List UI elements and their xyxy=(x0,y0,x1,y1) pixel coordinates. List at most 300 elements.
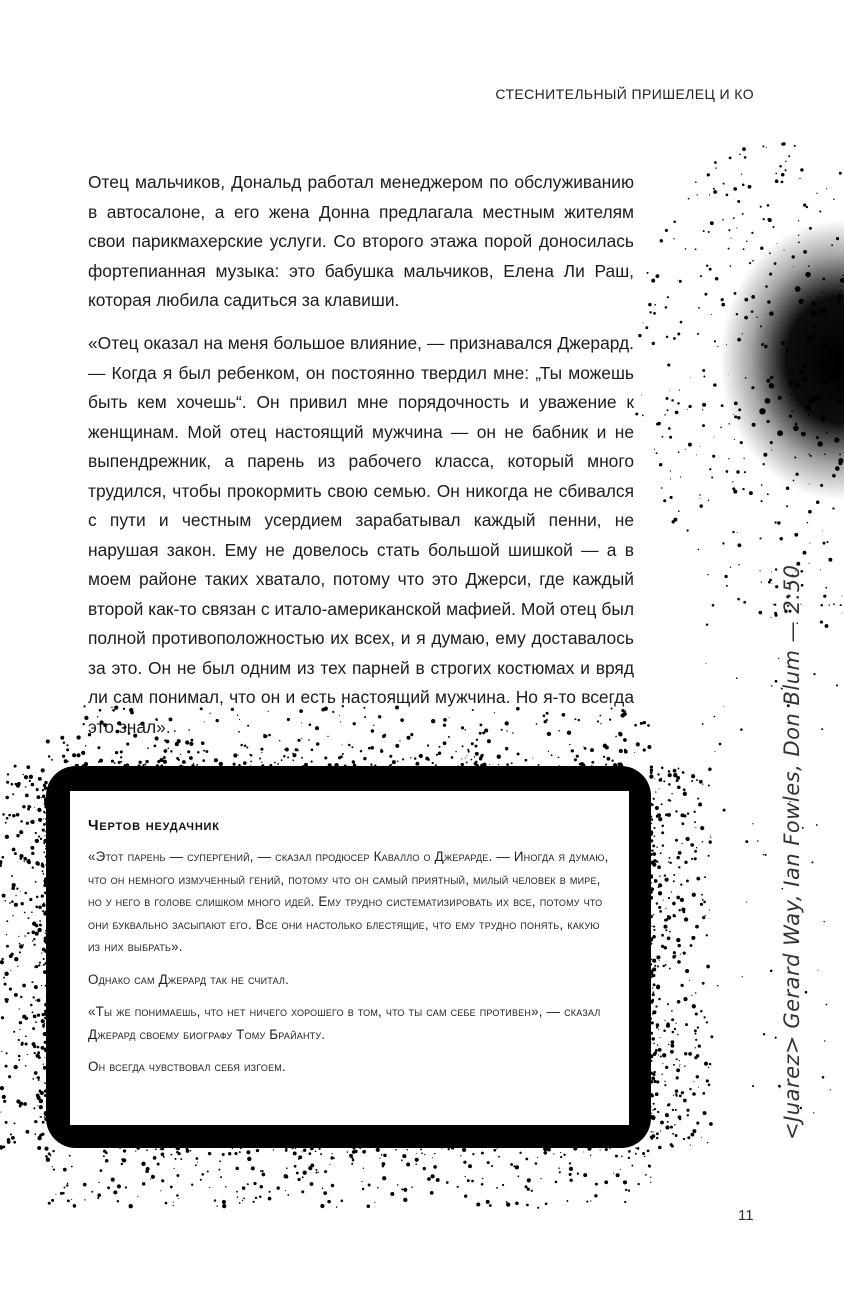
splatter-dot xyxy=(474,756,475,757)
splatter-dot xyxy=(661,831,664,834)
splatter-dot xyxy=(730,238,731,239)
splatter-dot xyxy=(700,826,704,830)
splatter-dot xyxy=(712,455,715,458)
splatter-dot xyxy=(118,761,121,764)
splatter-dot xyxy=(734,402,738,406)
splatter-dot xyxy=(244,744,247,747)
splatter-dot xyxy=(732,481,733,482)
splatter-dot xyxy=(26,765,30,769)
splatter-dot xyxy=(665,229,668,232)
splatter-dot xyxy=(18,936,19,937)
splatter-dot xyxy=(749,491,753,495)
splatter-dot xyxy=(28,932,30,934)
splatter-dot xyxy=(178,1198,179,1199)
splatter-dot xyxy=(7,773,9,775)
splatter-dot xyxy=(35,924,39,928)
splatter-dot xyxy=(649,971,653,975)
splatter-dot xyxy=(826,188,827,189)
splatter-dot xyxy=(760,325,762,327)
splatter-dot xyxy=(137,1196,138,1197)
splatter-dot xyxy=(164,749,168,753)
splatter-dot xyxy=(692,1092,696,1096)
splatter-dot xyxy=(464,1195,467,1198)
splatter-dot xyxy=(18,1055,21,1058)
splatter-dot xyxy=(710,837,711,838)
splatter-dot xyxy=(651,1037,655,1041)
splatter-dot xyxy=(511,762,513,764)
splatter-dot xyxy=(25,1036,27,1038)
splatter-dot xyxy=(43,1025,45,1027)
splatter-dot xyxy=(566,1200,568,1202)
splatter-dot xyxy=(348,744,351,747)
splatter-dot xyxy=(786,486,790,490)
splatter-dot xyxy=(799,299,804,304)
splatter-dot xyxy=(696,1122,699,1125)
splatter-dot xyxy=(816,193,817,194)
splatter-dot xyxy=(671,1018,674,1021)
splatter-dot xyxy=(44,1147,48,1151)
right-splatter-core xyxy=(720,220,844,500)
splatter-dot xyxy=(667,1003,669,1005)
splatter-dot xyxy=(471,1180,474,1183)
running-header: СТЕСНИТЕЛЬНЫЙ ПРИШЕЛЕЦ И КО xyxy=(495,86,754,102)
splatter-dot xyxy=(671,793,672,794)
splatter-dot xyxy=(37,808,41,812)
splatter-dot xyxy=(44,1089,48,1093)
splatter-dot xyxy=(677,960,681,964)
splatter-dot xyxy=(786,505,788,507)
splatter-dot xyxy=(560,1156,562,1158)
splatter-dot xyxy=(679,1060,680,1061)
splatter-dot xyxy=(675,1093,677,1095)
splatter-dot xyxy=(111,760,114,763)
splatter-dot xyxy=(701,894,703,896)
splatter-dot xyxy=(30,821,32,823)
splatter-dot xyxy=(35,881,37,883)
splatter-dot xyxy=(721,404,724,407)
splatter-dot xyxy=(676,779,679,782)
splatter-dot xyxy=(19,1105,22,1108)
splatter-dot xyxy=(769,579,772,582)
splatter-dot xyxy=(654,778,655,779)
splatter-dot xyxy=(679,1118,681,1120)
splatter-dot xyxy=(823,373,827,377)
splatter-dot xyxy=(742,213,744,215)
splatter-dot xyxy=(665,878,669,882)
splatter-dot xyxy=(42,789,44,791)
splatter-dot xyxy=(766,147,767,148)
splatter-dot xyxy=(650,803,653,806)
splatter-dot xyxy=(683,997,687,1001)
splatter-dot xyxy=(720,427,722,429)
splatter-dot xyxy=(646,272,648,274)
splatter-dot xyxy=(71,1199,72,1200)
splatter-dot xyxy=(803,551,807,555)
splatter-dot xyxy=(658,817,662,821)
splatter-dot xyxy=(678,768,680,770)
splatter-dot xyxy=(466,762,468,764)
splatter-dot xyxy=(788,155,790,157)
splatter-dot xyxy=(714,437,715,438)
splatter-dot xyxy=(677,280,678,281)
splatter-dot xyxy=(0,960,4,964)
splatter-dot xyxy=(117,1200,119,1202)
splatter-dot xyxy=(742,184,745,187)
splatter-dot xyxy=(734,415,737,418)
splatter-dot xyxy=(222,1200,226,1204)
splatter-dot xyxy=(532,758,533,759)
splatter-dot xyxy=(658,906,661,909)
splatter-dot xyxy=(161,1152,165,1156)
splatter-dot xyxy=(44,1012,48,1016)
splatter-dot xyxy=(4,972,8,976)
splatter-dot xyxy=(10,953,13,956)
splatter-dot xyxy=(242,1186,246,1190)
splatter-dot xyxy=(544,1151,548,1155)
splatter-dot xyxy=(763,343,764,344)
splatter-dot xyxy=(569,744,571,746)
splatter-dot xyxy=(702,403,706,407)
splatter-dot xyxy=(710,221,714,225)
splatter-dot xyxy=(220,1176,222,1178)
splatter-dot xyxy=(650,766,653,769)
splatter-dot xyxy=(427,744,429,746)
splatter-dot xyxy=(832,507,834,509)
splatter-dot xyxy=(498,764,499,765)
splatter-dot xyxy=(451,1146,454,1149)
splatter-dot xyxy=(770,969,773,972)
splatter-dot xyxy=(644,1156,645,1157)
splatter-dot xyxy=(833,603,835,605)
splatter-dot xyxy=(705,915,706,916)
splatter-dot xyxy=(468,750,470,752)
splatter-dot xyxy=(73,1204,76,1207)
splatter-dot xyxy=(670,1126,673,1129)
splatter-dot xyxy=(700,1010,702,1012)
splatter-dot xyxy=(704,876,706,878)
splatter-dot xyxy=(190,1150,192,1152)
splatter-dot xyxy=(34,1052,36,1054)
splatter-dot xyxy=(250,761,252,763)
splatter-dot xyxy=(37,1014,40,1017)
splatter-dot xyxy=(795,286,801,292)
splatter-dot xyxy=(461,758,462,759)
splatter-dot xyxy=(135,1150,136,1151)
splatter-dot xyxy=(656,815,659,818)
splatter-dot xyxy=(147,747,149,749)
splatter-dot xyxy=(763,1033,765,1035)
splatter-dot xyxy=(165,1202,168,1205)
splatter-dot xyxy=(44,835,45,836)
splatter-dot xyxy=(732,531,734,533)
splatter-dot xyxy=(31,930,35,934)
splatter-dot xyxy=(526,1204,529,1207)
splatter-dot xyxy=(695,248,697,250)
splatter-dot xyxy=(69,1155,71,1157)
splatter-dot xyxy=(679,389,680,390)
splatter-dot xyxy=(1,1016,4,1019)
splatter-dot xyxy=(653,860,656,863)
splatter-dot xyxy=(677,1000,681,1004)
splatter-dot xyxy=(683,1099,687,1103)
sidebar-paragraph-1: «Этот парень — супергений, — сказал продюсер Кавалло о Джерарде. — Иногда я думаю, что он немного измученный гений, потому что он самый приятный, милый человек в мире, но у него в голове слишком много идей. Ему трудно систематизировать их все, потому что они буквально засыпают его. Все они настолько блестящие, что ему трудно понять, какую из них выбрать». xyxy=(88,849,609,954)
splatter-dot xyxy=(17,966,18,967)
splatter-dot xyxy=(775,1037,777,1039)
splatter-dot xyxy=(683,1138,685,1140)
splatter-dot xyxy=(763,854,764,855)
splatter-dot xyxy=(259,1196,262,1199)
splatter-dot xyxy=(673,238,674,239)
splatter-dot xyxy=(475,752,479,756)
splatter-dot xyxy=(691,774,695,778)
splatter-dot xyxy=(591,761,594,764)
splatter-dot xyxy=(662,436,664,438)
splatter-dot xyxy=(807,522,809,524)
splatter-dot xyxy=(34,985,38,989)
splatter-dot xyxy=(38,1079,40,1081)
splatter-dot xyxy=(498,1156,500,1158)
splatter-dot xyxy=(706,265,708,267)
splatter-dot xyxy=(67,1199,70,1202)
splatter-dot xyxy=(722,542,724,544)
splatter-dot xyxy=(338,756,341,759)
splatter-dot xyxy=(674,1028,676,1030)
splatter-dot xyxy=(823,361,827,365)
splatter-dot xyxy=(352,1150,356,1154)
splatter-dot xyxy=(395,1149,397,1151)
splatter-dot xyxy=(432,1157,433,1158)
splatter-dot xyxy=(743,458,744,459)
splatter-dot xyxy=(668,897,670,899)
splatter-dot xyxy=(631,1165,633,1167)
splatter-dot xyxy=(548,751,549,752)
splatter-dot xyxy=(805,405,811,411)
splatter-dot xyxy=(650,882,652,884)
splatter-dot xyxy=(652,342,655,345)
splatter-dot xyxy=(659,1037,660,1038)
splatter-dot xyxy=(569,1167,573,1171)
splatter-dot xyxy=(679,1066,680,1067)
splatter-dot xyxy=(247,1183,249,1185)
splatter-dot xyxy=(611,760,613,762)
splatter-dot xyxy=(23,774,24,775)
splatter-dot xyxy=(650,1094,653,1097)
splatter-dot xyxy=(677,1034,679,1036)
splatter-dot xyxy=(222,1153,225,1156)
splatter-dot xyxy=(525,759,528,762)
splatter-dot xyxy=(187,750,190,753)
splatter-dot xyxy=(670,470,671,471)
splatter-dot xyxy=(415,1158,419,1162)
splatter-dot xyxy=(43,939,47,943)
splatter-dot xyxy=(186,1148,189,1151)
splatter-dot xyxy=(799,370,803,374)
splatter-dot xyxy=(19,830,23,834)
splatter-dot xyxy=(653,983,656,986)
splatter-dot xyxy=(505,749,507,751)
splatter-dot xyxy=(737,543,741,547)
splatter-dot xyxy=(762,145,764,147)
splatter-dot xyxy=(836,684,838,686)
splatter-dot xyxy=(28,917,30,919)
splatter-dot xyxy=(620,1169,621,1170)
splatter-dot xyxy=(481,1183,484,1186)
splatter-dot xyxy=(41,894,44,897)
splatter-dot xyxy=(653,1103,655,1105)
splatter-dot xyxy=(496,1148,497,1149)
splatter-dot xyxy=(748,185,752,189)
splatter-dot xyxy=(239,1202,241,1204)
splatter-dot xyxy=(798,242,800,244)
splatter-dot xyxy=(310,1147,314,1151)
splatter-dot xyxy=(703,1016,705,1018)
splatter-dot xyxy=(673,337,676,340)
splatter-dot xyxy=(351,746,353,748)
splatter-dot xyxy=(175,742,179,746)
splatter-dot xyxy=(176,1194,179,1197)
splatter-dot xyxy=(709,1122,713,1126)
splatter-dot xyxy=(650,976,652,978)
splatter-dot xyxy=(769,383,775,389)
splatter-dot xyxy=(664,1081,665,1082)
splatter-dot xyxy=(120,750,123,753)
splatter-dot xyxy=(721,303,725,307)
splatter-dot xyxy=(823,542,826,545)
splatter-dot xyxy=(555,1181,558,1184)
splatter-dot xyxy=(214,1199,216,1201)
splatter-dot xyxy=(652,1010,656,1014)
splatter-dot xyxy=(673,1095,674,1096)
splatter-dot xyxy=(436,1178,440,1182)
splatter-dot xyxy=(468,1164,472,1168)
splatter-dot xyxy=(641,395,642,396)
splatter-dot xyxy=(833,199,835,201)
splatter-dot xyxy=(677,333,680,336)
splatter-dot xyxy=(583,1173,587,1177)
splatter-dot xyxy=(219,762,223,766)
splatter-dot xyxy=(32,940,33,941)
splatter-dot xyxy=(661,778,662,779)
splatter-dot xyxy=(642,1152,645,1155)
splatter-dot xyxy=(840,291,841,292)
splatter-dot xyxy=(759,537,761,539)
splatter-dot xyxy=(733,217,735,219)
splatter-dot xyxy=(686,529,688,531)
splatter-dot xyxy=(820,308,826,314)
splatter-dot xyxy=(377,1187,379,1189)
splatter-dot xyxy=(751,310,754,313)
splatter-dot xyxy=(31,783,35,787)
splatter-dot xyxy=(649,896,653,900)
splatter-dot xyxy=(668,861,669,862)
splatter-dot xyxy=(120,756,122,758)
splatter-dot xyxy=(39,1105,43,1109)
splatter-dot xyxy=(703,376,705,378)
splatter-dot xyxy=(433,1165,437,1169)
splatter-dot xyxy=(379,1158,380,1159)
splatter-dot xyxy=(125,763,129,767)
splatter-dot xyxy=(16,888,18,890)
splatter-dot xyxy=(173,1202,174,1203)
splatter-dot xyxy=(635,413,638,416)
splatter-dot xyxy=(11,783,14,786)
splatter-dot xyxy=(817,441,822,446)
splatter-dot xyxy=(225,1186,227,1188)
splatter-dot xyxy=(697,798,699,800)
splatter-dot xyxy=(654,449,655,450)
splatter-dot xyxy=(658,1054,659,1055)
splatter-dot xyxy=(763,218,765,220)
splatter-dot xyxy=(822,380,826,384)
splatter-dot xyxy=(222,1204,226,1208)
splatter-dot xyxy=(658,887,660,889)
splatter-dot xyxy=(298,1158,300,1160)
splatter-dot xyxy=(842,596,843,597)
splatter-dot xyxy=(826,1004,828,1006)
splatter-dot xyxy=(11,1136,15,1140)
splatter-dot xyxy=(652,852,656,856)
splatter-dot xyxy=(14,957,18,961)
splatter-dot xyxy=(277,1186,280,1189)
splatter-dot xyxy=(761,484,763,486)
splatter-dot xyxy=(660,239,663,242)
splatter-dot xyxy=(0,1112,1,1113)
splatter-dot xyxy=(651,849,653,851)
splatter-dot xyxy=(708,784,710,786)
splatter-dot xyxy=(246,1150,250,1154)
splatter-dot xyxy=(5,796,9,800)
splatter-dot xyxy=(673,769,677,773)
splatter-dot xyxy=(256,1149,259,1152)
splatter-dot xyxy=(842,275,844,277)
splatter-dot xyxy=(44,879,48,883)
splatter-dot xyxy=(410,757,411,758)
splatter-dot xyxy=(662,844,664,846)
splatter-dot xyxy=(46,1158,50,1162)
splatter-dot xyxy=(830,1089,831,1090)
splatter-dot xyxy=(176,1174,179,1177)
splatter-dot xyxy=(653,926,655,928)
splatter-dot xyxy=(35,932,39,936)
splatter-dot xyxy=(43,818,44,819)
splatter-dot xyxy=(202,759,205,762)
splatter-dot xyxy=(270,764,273,767)
splatter-dot xyxy=(837,398,843,404)
splatter-dot xyxy=(8,814,11,817)
splatter-dot xyxy=(820,416,825,421)
splatter-dot xyxy=(670,478,671,479)
splatter-dot xyxy=(695,925,699,929)
splatter-dot xyxy=(45,930,46,931)
splatter-dot xyxy=(20,891,21,892)
splatter-dot xyxy=(687,409,688,410)
splatter-dot xyxy=(818,375,821,378)
splatter-dot xyxy=(201,1173,204,1176)
splatter-dot xyxy=(285,748,289,752)
splatter-dot xyxy=(777,430,783,436)
splatter-dot xyxy=(827,391,830,394)
splatter-dot xyxy=(650,1182,651,1183)
splatter-dot xyxy=(728,229,730,231)
splatter-dot xyxy=(775,173,777,175)
splatter-dot xyxy=(285,1147,287,1149)
splatter-dot xyxy=(247,1157,251,1161)
splatter-dot xyxy=(668,770,671,773)
splatter-dot xyxy=(285,1175,289,1179)
splatter-dot xyxy=(23,1102,27,1106)
splatter-dot xyxy=(18,1059,20,1061)
splatter-dot xyxy=(710,835,711,836)
